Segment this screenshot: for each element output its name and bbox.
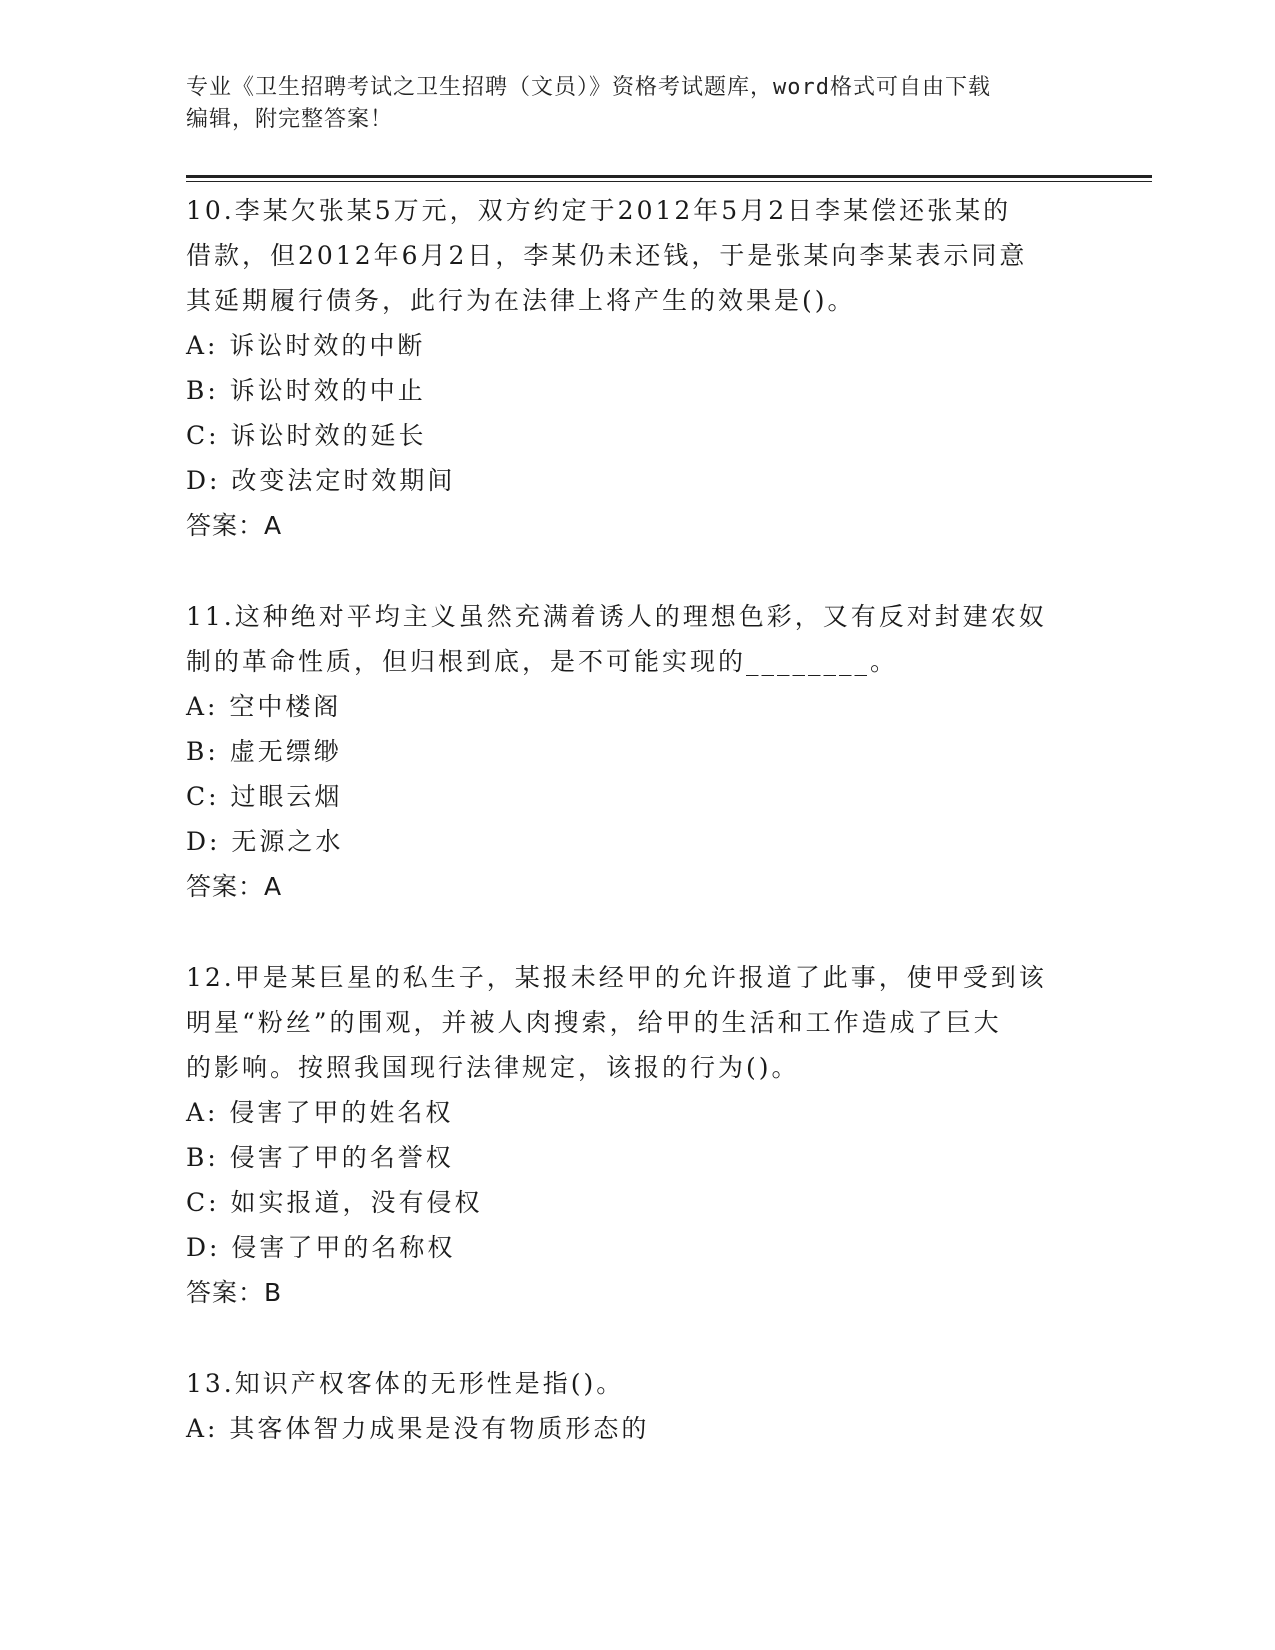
question-stem-line: 其延期履行债务，此行为在法律上将产生的效果是()。 bbox=[186, 286, 856, 315]
question-stem-line: 借款，但2012年6月2日，李某仍未还钱，于是张某向李某表示同意 bbox=[186, 241, 1028, 270]
answer-label: 答案：B bbox=[186, 1278, 283, 1307]
question-stem-line: 13.知识产权客体的无形性是指()。 bbox=[186, 1369, 625, 1398]
question-list bbox=[186, 188, 1086, 1497]
option-a: A: 诉讼时效的中断 bbox=[186, 331, 426, 360]
question-11 bbox=[186, 594, 1086, 909]
header-divider-thin bbox=[186, 181, 1152, 182]
option-a: A: 其客体智力成果是没有物质形态的 bbox=[186, 1414, 650, 1443]
header-divider-thick bbox=[186, 175, 1152, 178]
question-stem-line: 10.李某欠张某5万元，双方约定于2012年5月2日李某偿还张某的 bbox=[186, 196, 1012, 225]
question-stem-line: 明星“粉丝”的围观，并被人肉搜索，给甲的生活和工作造成了巨大 bbox=[186, 1008, 1002, 1037]
question-stem-line: 制的革命性质，但归根到底，是不可能实现的________。 bbox=[186, 647, 899, 676]
option-d: D: 侵害了甲的名称权 bbox=[186, 1233, 456, 1262]
question-13 bbox=[186, 1361, 1086, 1451]
answer-label: 答案：A bbox=[186, 872, 283, 901]
question-10 bbox=[186, 188, 1086, 548]
question-12 bbox=[186, 955, 1086, 1315]
option-c: C: 过眼云烟 bbox=[186, 782, 343, 811]
question-stem-line: 的影响。按照我国现行法律规定，该报的行为()。 bbox=[186, 1053, 800, 1082]
option-a: A: 侵害了甲的姓名权 bbox=[186, 1098, 454, 1127]
option-b: B: 侵害了甲的名誉权 bbox=[186, 1143, 454, 1172]
question-stem-line: 11.这种绝对平均主义虽然充满着诱人的理想色彩，又有反对封建农奴 bbox=[186, 602, 1047, 631]
header-line-1: 专业《卫生招聘考试之卫生招聘（文员）》资格考试题库，word格式可自由下载 bbox=[186, 75, 991, 100]
option-b: B: 虚无缥缈 bbox=[186, 737, 342, 766]
option-d: D: 改变法定时效期间 bbox=[186, 466, 456, 495]
document-header bbox=[186, 72, 1086, 136]
option-d: D: 无源之水 bbox=[186, 827, 344, 856]
question-stem-line: 12.甲是某巨星的私生子，某报未经甲的允许报道了此事，使甲受到该 bbox=[186, 963, 1047, 992]
option-c: C: 诉讼时效的延长 bbox=[186, 421, 427, 450]
answer-label: 答案：A bbox=[186, 511, 283, 540]
option-c: C: 如实报道，没有侵权 bbox=[186, 1188, 483, 1217]
option-b: B: 诉讼时效的中止 bbox=[186, 376, 426, 405]
header-line-2: 编辑，附完整答案！ bbox=[186, 107, 394, 132]
option-a: A: 空中楼阁 bbox=[186, 692, 342, 721]
